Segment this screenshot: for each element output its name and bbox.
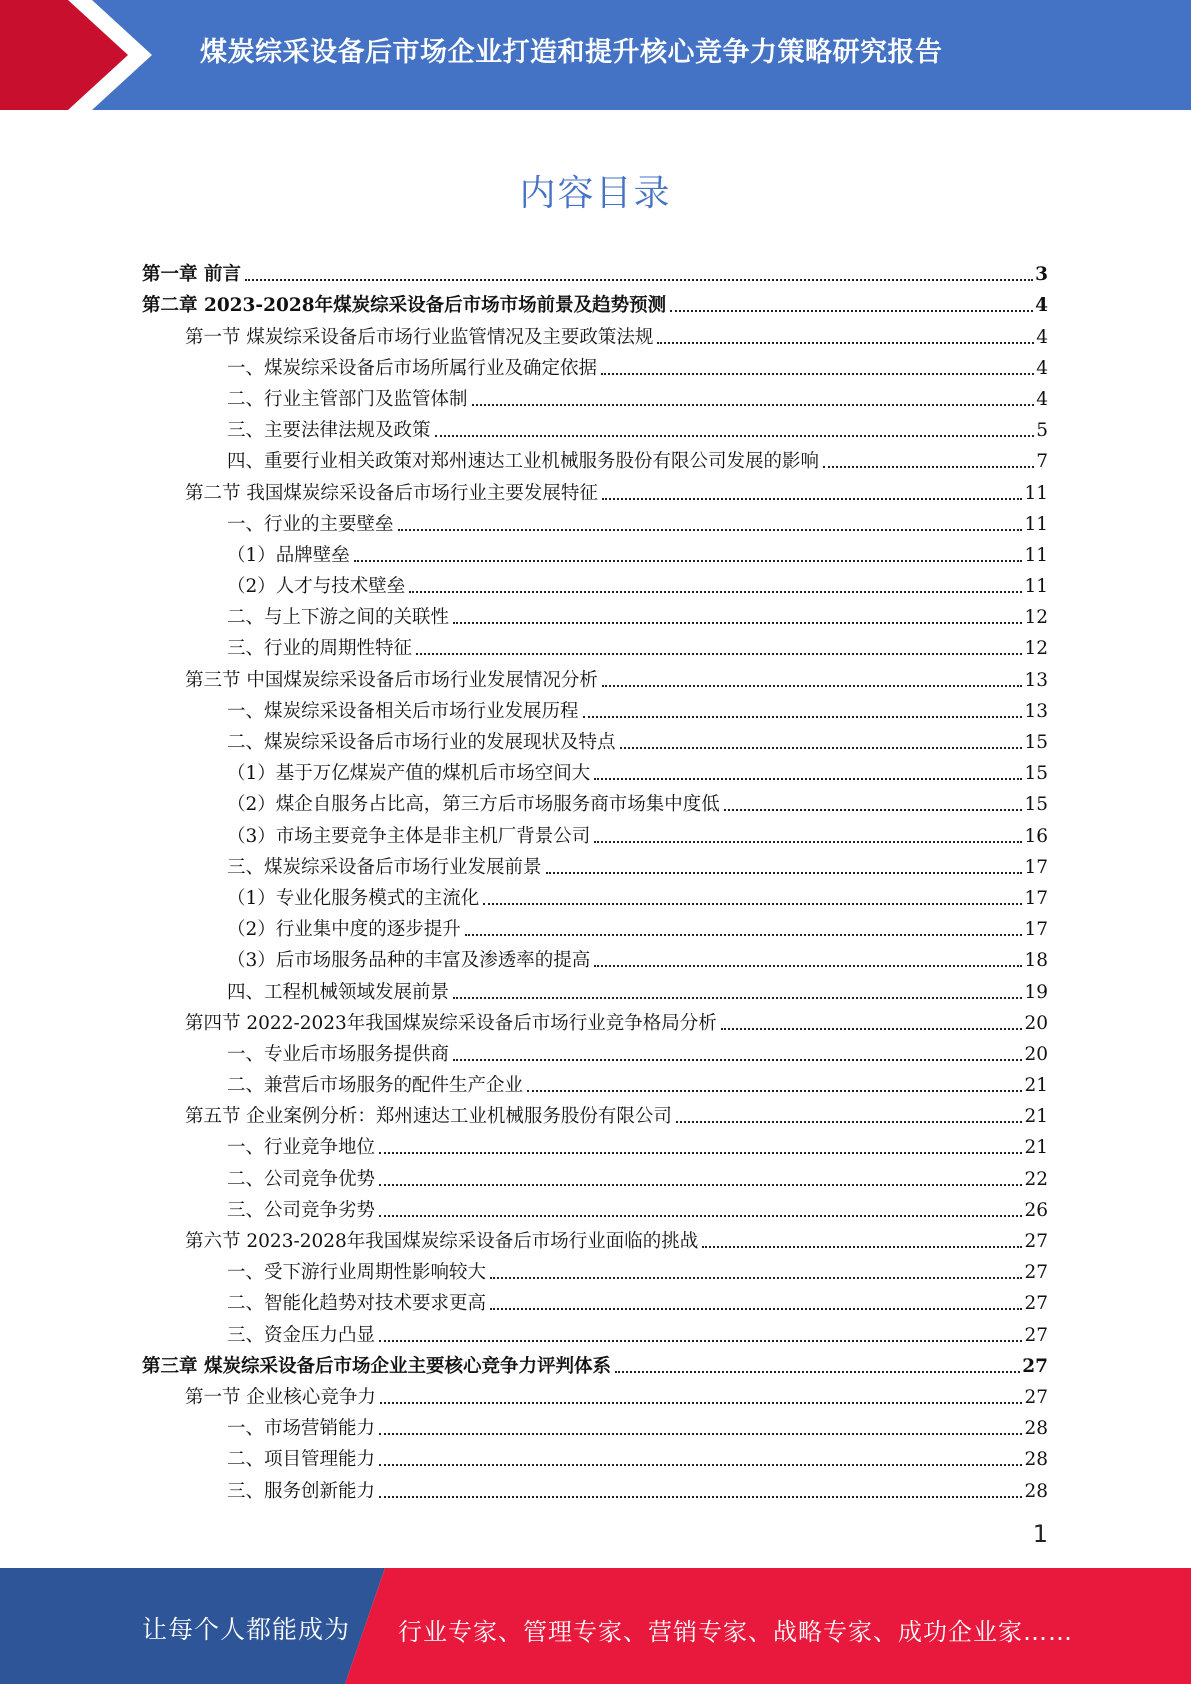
toc-entry-page: 20 — [1024, 1043, 1048, 1065]
toc-entry-text: （2）行业集中度的逐步提升 — [227, 919, 461, 941]
report-title: 煤炭综采设备后市场企业打造和提升核心竞争力策略研究报告 — [200, 37, 943, 68]
toc-entry[interactable] — [142, 941, 1048, 972]
toc-entry[interactable] — [142, 1191, 1048, 1222]
toc-entry[interactable] — [142, 255, 1048, 286]
toc-entry[interactable] — [142, 1066, 1048, 1097]
toc-entry[interactable] — [142, 1253, 1048, 1284]
toc-entry-text: 第一节 企业核心竞争力 — [185, 1386, 376, 1408]
toc-entry-text: 三、服务创新能力 — [227, 1480, 376, 1502]
toc-leader-dots — [490, 1308, 1022, 1310]
toc-entry[interactable] — [142, 1471, 1048, 1502]
toc-leader-dots — [483, 903, 1022, 905]
toc-entry[interactable] — [142, 629, 1048, 660]
toc-entry[interactable] — [142, 785, 1048, 816]
toc-entry-text: （1）基于万亿煤炭产值的煤机后市场空间大 — [227, 763, 591, 785]
toc-heading: 内容目录 — [519, 173, 672, 214]
toc-entry-text: （2）煤企自服务占比高，第三方后市场服务商市场集中度低 — [227, 794, 720, 816]
toc-entry[interactable] — [142, 816, 1048, 847]
toc-entry-page: 27 — [1024, 1231, 1048, 1252]
toc-leader-dots — [379, 1433, 1022, 1435]
toc-entry-page: 27 — [1024, 1324, 1048, 1346]
toc-leader-dots — [416, 653, 1022, 655]
page-header — [0, 0, 1191, 110]
toc-entry-page: 7 — [1036, 451, 1048, 473]
toc-leader-dots — [453, 997, 1022, 999]
page-footer — [0, 1568, 1191, 1684]
toc-entry-page: 11 — [1024, 544, 1048, 566]
toc-entry-page: 13 — [1024, 669, 1048, 691]
toc-entry-page: 17 — [1024, 856, 1048, 878]
toc-entry-page: 28 — [1024, 1480, 1048, 1502]
toc-entry-page: 20 — [1024, 1012, 1048, 1034]
toc-leader-dots — [615, 1371, 1020, 1373]
toc-entry-text: 三、资金压力凸显 — [227, 1324, 376, 1346]
toc-entry[interactable] — [142, 1347, 1048, 1378]
toc-entry-text: 二、行业主管部门及监管体制 — [227, 388, 468, 410]
page-number: 1 — [1032, 1520, 1048, 1548]
toc-leader-dots — [527, 1090, 1022, 1092]
toc-entry-text: 第一章 前言 — [142, 264, 241, 286]
toc-entry-text: 一、煤炭综采设备相关后市场行业发展历程 — [227, 700, 579, 722]
toc-entry[interactable] — [142, 723, 1048, 754]
toc-leader-dots — [620, 747, 1023, 749]
toc-entry[interactable] — [142, 598, 1048, 629]
toc-entry-page: 22 — [1024, 1168, 1048, 1190]
toc-entry[interactable] — [142, 286, 1048, 317]
toc-entry[interactable] — [142, 1440, 1048, 1471]
toc-leader-dots — [354, 560, 1023, 562]
toc-leader-dots — [601, 373, 1034, 375]
toc-entry[interactable] — [142, 1097, 1048, 1128]
toc-entry-text: 二、煤炭综采设备后市场行业的发展现状及特点 — [227, 732, 616, 753]
toc-leader-dots — [546, 872, 1023, 874]
toc-leader-dots — [465, 934, 1023, 936]
toc-entry[interactable] — [142, 1284, 1048, 1315]
toc-leader-dots — [379, 1496, 1022, 1498]
toc-entry-page: 12 — [1024, 607, 1048, 629]
toc-leader-dots — [594, 841, 1022, 843]
toc-entry-page: 18 — [1024, 950, 1048, 972]
toc-entry[interactable] — [142, 536, 1048, 567]
toc-entry-text: （3）市场主要竞争主体是非主机厂背景公司 — [227, 825, 591, 847]
toc-leader-dots — [398, 529, 1023, 531]
toc-entry-text: 二、兼营后市场服务的配件生产企业 — [227, 1075, 524, 1097]
toc-entry-page: 28 — [1024, 1418, 1048, 1440]
toc-entry-text: （3）后市场服务品种的丰富及渗透率的提高 — [227, 950, 591, 972]
toc-leader-dots — [490, 1277, 1022, 1279]
toc-entry-page: 15 — [1024, 732, 1048, 753]
toc-entry-text: （1）专业化服务模式的主流化 — [227, 887, 480, 909]
toc-entry-text: 四、工程机械领域发展前景 — [227, 981, 450, 1003]
toc-entry[interactable] — [142, 567, 1048, 598]
toc-leader-dots — [657, 342, 1034, 344]
toc-entry[interactable] — [142, 442, 1048, 473]
toc-leader-dots — [702, 1246, 1022, 1248]
toc-entry-text: 四、重要行业相关政策对郑州速达工业机械服务股份有限公司发展的影响 — [227, 451, 820, 473]
toc-leader-dots — [379, 1152, 1022, 1154]
toc-entry-text: 一、市场营销能力 — [227, 1418, 376, 1440]
toc-entry-text: 第三节 中国煤炭综采设备后市场行业发展情况分析 — [185, 669, 598, 691]
toc-entry[interactable] — [142, 754, 1048, 785]
toc-entry-text: 三、行业的周期性特征 — [227, 638, 413, 660]
toc-entry-text: （1）品牌壁垒 — [227, 544, 350, 566]
toc-leader-dots — [409, 591, 1022, 593]
toc-entry-page: 11 — [1024, 513, 1048, 535]
toc-leader-dots — [823, 466, 1034, 468]
toc-entry-page: 27 — [1024, 1386, 1048, 1408]
toc-entry-page: 13 — [1024, 700, 1048, 722]
toc-entry-page: 3 — [1035, 264, 1048, 286]
toc-leader-dots — [453, 1059, 1022, 1061]
toc-entry-text: 二、公司竞争优势 — [227, 1168, 376, 1190]
toc-entry-text: 第四节 2022-2023年我国煤炭综采设备后市场行业竞争格局分析 — [185, 1012, 717, 1034]
toc-entry-text: 一、行业竞争地位 — [227, 1137, 376, 1159]
toc-entry[interactable] — [142, 1128, 1048, 1159]
toc-leader-dots — [379, 1340, 1022, 1342]
toc-leader-dots — [380, 1402, 1023, 1404]
toc-entry[interactable] — [142, 473, 1048, 504]
toc-leader-dots — [602, 498, 1023, 500]
toc-entry-text: 三、公司竞争劣势 — [227, 1199, 376, 1221]
toc-entry-page: 4 — [1036, 388, 1048, 410]
toc-entry-page: 15 — [1024, 763, 1048, 785]
toc-leader-dots — [594, 965, 1022, 967]
toc-entry-page: 17 — [1024, 887, 1048, 909]
toc-entry-text: 一、行业的主要壁垒 — [227, 513, 394, 535]
toc-entry-page: 4 — [1035, 295, 1048, 317]
toc-entry-text: 三、煤炭综采设备后市场行业发展前景 — [227, 856, 542, 878]
toc-entry-text: 第二节 我国煤炭综采设备后市场行业主要发展特征 — [185, 482, 598, 504]
toc-entry[interactable] — [142, 972, 1048, 1003]
toc-entry[interactable] — [142, 411, 1048, 442]
toc-entry-page: 26 — [1024, 1199, 1048, 1221]
toc-entry-text: （2）人才与技术壁垒 — [227, 576, 406, 598]
toc-entry-text: 第一节 煤炭综采设备后市场行业监管情况及主要政策法规 — [185, 326, 654, 348]
toc-entry-page: 4 — [1036, 357, 1048, 379]
toc-entry-text: 第五节 企业案例分析：郑州速达工业机械服务股份有限公司 — [185, 1106, 672, 1128]
toc-entry[interactable] — [142, 848, 1048, 879]
toc-entry[interactable] — [142, 1409, 1048, 1440]
toc-entry[interactable] — [142, 1035, 1048, 1066]
toc-entry[interactable] — [142, 660, 1048, 691]
toc-entry[interactable] — [142, 505, 1048, 536]
toc-entry-page: 17 — [1024, 919, 1048, 941]
toc-entry[interactable] — [142, 692, 1048, 723]
toc-entry[interactable] — [142, 1378, 1048, 1409]
toc-entry-text: 一、专业后市场服务提供商 — [227, 1043, 450, 1065]
toc-leader-dots — [379, 1215, 1022, 1217]
toc-leader-dots — [472, 404, 1035, 406]
toc-entry[interactable] — [142, 1315, 1048, 1346]
toc-entry-page: 27 — [1024, 1262, 1048, 1284]
toc-entry[interactable] — [142, 349, 1048, 380]
toc-entry-text: 二、与上下游之间的关联性 — [227, 607, 450, 629]
toc-entry-page: 5 — [1036, 420, 1048, 442]
toc-entry-page: 12 — [1024, 638, 1048, 660]
toc-entry-page: 11 — [1024, 482, 1048, 504]
toc-entry[interactable] — [142, 1004, 1048, 1035]
table-of-contents — [142, 255, 1048, 1503]
toc-leader-dots — [583, 716, 1023, 718]
toc-entry-text: 一、煤炭综采设备后市场所属行业及确定依据 — [227, 357, 598, 379]
footer-slogan-right: 行业专家、管理专家、营销专家、战略专家、成功企业家…… — [398, 1618, 1073, 1646]
toc-entry-page: 15 — [1024, 794, 1048, 816]
toc-leader-dots — [435, 435, 1035, 437]
toc-leader-dots — [379, 1464, 1022, 1466]
footer-slogan-left: 让每个人都能成为 — [142, 1615, 351, 1644]
toc-entry[interactable] — [142, 879, 1048, 910]
toc-leader-dots — [670, 310, 1033, 312]
toc-leader-dots — [721, 1028, 1023, 1030]
toc-entry-page: 21 — [1024, 1075, 1048, 1097]
toc-leader-dots — [676, 1121, 1023, 1123]
toc-entry[interactable] — [142, 380, 1048, 411]
toc-leader-dots — [724, 809, 1023, 811]
toc-entry-page: 28 — [1024, 1449, 1048, 1471]
toc-entry[interactable] — [142, 1222, 1048, 1253]
toc-entry[interactable] — [142, 1159, 1048, 1190]
toc-entry-page: 11 — [1024, 576, 1048, 598]
toc-entry-page: 21 — [1024, 1137, 1048, 1159]
toc-entry-text: 二、智能化趋势对技术要求更高 — [227, 1293, 487, 1315]
toc-entry-text: 二、项目管理能力 — [227, 1449, 376, 1471]
toc-entry-page: 27 — [1024, 1293, 1048, 1315]
toc-leader-dots — [594, 778, 1022, 780]
toc-leader-dots — [379, 1184, 1022, 1186]
toc-entry-page: 16 — [1024, 825, 1048, 847]
toc-leader-dots — [602, 685, 1023, 687]
toc-leader-dots — [245, 279, 1033, 281]
toc-entry-page: 19 — [1024, 981, 1048, 1003]
toc-entry-page: 21 — [1024, 1106, 1048, 1128]
toc-entry[interactable] — [142, 910, 1048, 941]
toc-entry-text: 一、受下游行业周期性影响较大 — [227, 1262, 487, 1284]
toc-entry-text: 第六节 2023-2028年我国煤炭综采设备后市场行业面临的挑战 — [185, 1231, 699, 1252]
toc-entry-text: 第三章 煤炭综采设备后市场企业主要核心竞争力评判体系 — [142, 1355, 611, 1377]
toc-leader-dots — [453, 622, 1022, 624]
toc-entry-text: 第二章 2023-2028年煤炭综采设备后市场市场前景及趋势预测 — [142, 295, 667, 317]
toc-entry[interactable] — [142, 317, 1048, 348]
toc-entry-page: 4 — [1036, 326, 1048, 348]
toc-entry-page: 27 — [1022, 1355, 1048, 1377]
toc-entry-text: 三、主要法律法规及政策 — [227, 420, 431, 442]
